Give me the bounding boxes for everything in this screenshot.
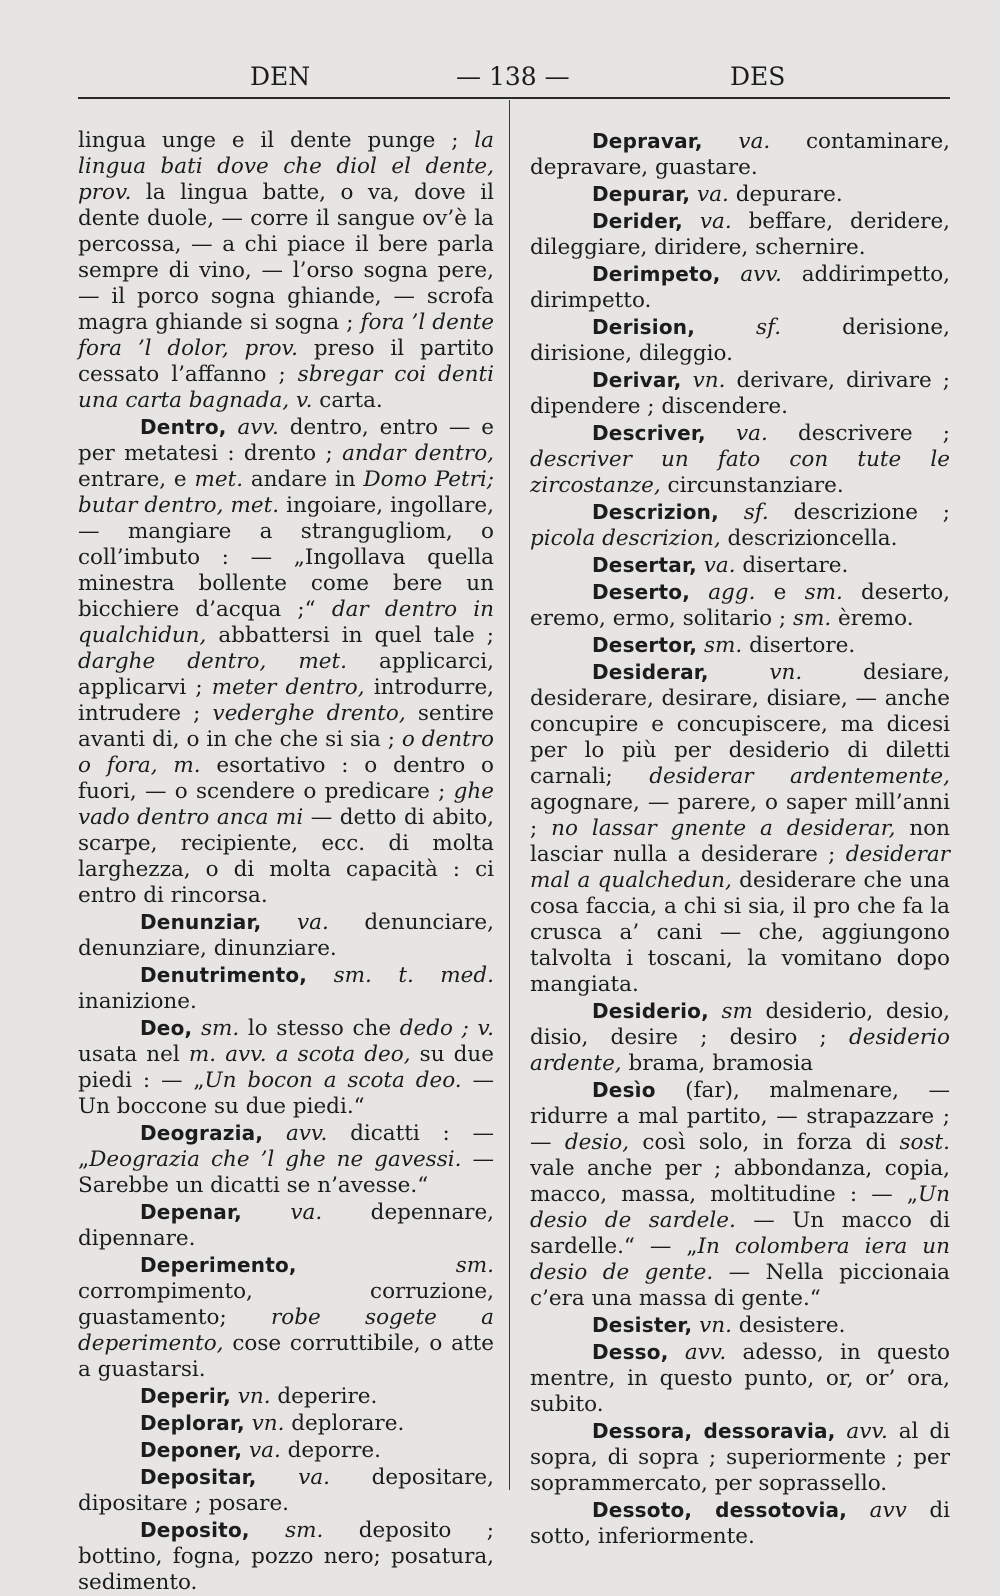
entry-definition-text: sentire avanti di, o in che che si sia ; <box>78 701 494 752</box>
entry-definition-text: entrare, e <box>78 467 195 492</box>
dictionary-entry-depurar <box>530 181 950 208</box>
entry-part-of-speech: avv. <box>285 1121 328 1146</box>
dictionary-entry-derision <box>530 314 950 367</box>
entry-definition-text: abbattersi in quel tale ; <box>206 623 494 648</box>
entry-definition-text: deplorare. <box>284 1411 405 1436</box>
header-rule <box>78 97 950 99</box>
entry-definition-text: introdurre, intrudere ; <box>78 675 494 726</box>
entry-definition-text: contaminare, depravare, guastare. <box>530 129 950 180</box>
entry-definition-text: — Un boccone su due piedi.“ <box>78 1068 495 1119</box>
entry-example-text: In colombera iera un desio de gente. <box>530 1234 950 1285</box>
entry-headword: Deo, <box>140 1016 193 1040</box>
dictionary-entry-dessoto <box>530 1497 950 1550</box>
entry-definition-text: agognare, — parere, o saper mill’anni ; <box>530 790 950 841</box>
entry-example-text: Un bocon a scota deo. <box>204 1068 462 1093</box>
entry-example-text: sm. <box>792 606 832 631</box>
entry-part-of-speech: va. <box>298 1465 330 1490</box>
entry-definition-text: dentro, entro — e per metatesi : drento ; <box>78 415 494 466</box>
entry-definition-text: circunstanziare. <box>660 473 844 498</box>
entry-headword: Dentro, <box>140 415 227 439</box>
column-divider <box>509 100 510 1490</box>
entry-definition-text: andare in <box>243 467 364 492</box>
entry-example-text: no lassar gnente a desiderar, <box>551 816 896 841</box>
entry-part-of-speech: va. <box>697 182 729 207</box>
entry-example-text: Un desio de sardele. <box>530 1182 950 1233</box>
entry-headword: Depurar, <box>592 182 691 206</box>
header-guide-word-right: DES <box>730 62 786 91</box>
entry-headword: Desìo <box>592 1078 656 1102</box>
entry-headword: Desso, <box>592 1340 669 1364</box>
entry-example-text: andar dentro, <box>342 441 494 466</box>
entry-part-of-speech: va. <box>735 421 768 446</box>
entry-definition-text: deporre. <box>280 1438 381 1463</box>
entry-part-of-speech: sf. <box>756 315 782 340</box>
entry-definition-text: cose corruttibile, o atte a guastarsi. <box>78 1331 494 1382</box>
entry-headword: Desiderio, <box>592 999 709 1023</box>
entry-headword: Denunziar, <box>140 910 262 934</box>
entry-headword: Desertor, <box>592 633 698 657</box>
entry-example-text: ghe vado dentro anca mi <box>78 779 494 830</box>
entry-definition-text: descrizioncella. <box>720 526 898 551</box>
entry-example-text: meter dentro, <box>211 675 365 700</box>
entry-part-of-speech: va. <box>290 1200 323 1225</box>
dictionary-entry-depenar <box>78 1199 494 1252</box>
entry-example-text: m. avv. a scota deo, <box>188 1042 411 1067</box>
entry-part-of-speech: vn. <box>769 660 803 685</box>
entry-example-text: dedo ; v. <box>399 1016 494 1041</box>
dictionary-entry-deserto <box>530 579 950 632</box>
entry-part-of-speech: sf. <box>743 500 769 525</box>
entry-definition-text: disertare. <box>735 553 849 578</box>
entry-headword: Depenar, <box>140 1200 242 1224</box>
dictionary-entry-deo <box>78 1015 494 1120</box>
entry-example-text: descriver un fato con tute le zircostanze, <box>530 447 950 498</box>
dictionary-entry-desertor <box>530 632 950 659</box>
dictionary-entry-denutrimento <box>78 962 494 1015</box>
right-column <box>530 128 950 1550</box>
entry-part-of-speech: sm. <box>200 1016 240 1041</box>
entry-definition-text: ingoiare, ingollare, — mangiare a strangugliom, o coll’imbuto : — „Ingollava quella minestra bollente come bere un bicchiere d’acqua ;“ <box>78 493 494 622</box>
entry-definition-text: vale anche per ; abbondanza, copia, macco, massa, moltitudine : — „ <box>530 1156 950 1207</box>
entry-definition-text: desistere. <box>731 1313 846 1338</box>
entry-example-text: picola descrizion, <box>530 526 721 551</box>
entry-part-of-speech: avv. <box>237 415 279 440</box>
dictionary-entry-descriver <box>530 420 950 499</box>
entry-headword: Depositar, <box>140 1465 257 1489</box>
entry-part-of-speech: sm. <box>703 633 743 658</box>
dictionary-entry-descrizion <box>530 499 950 552</box>
entry-definition-text: inanizione. <box>78 989 197 1014</box>
entry-part-of-speech: va. <box>738 129 771 154</box>
entry-part-of-speech: agg. <box>708 580 756 605</box>
entry-definition-text: depennare, dipennare. <box>78 1200 494 1251</box>
entry-part-of-speech: va. <box>703 553 736 578</box>
entry-part-of-speech: sm. t. med. <box>333 963 494 988</box>
dictionary-entry-deperimento <box>78 1252 494 1383</box>
entry-example-text: sost. <box>899 1130 950 1155</box>
dictionary-entry-desertar <box>530 552 950 579</box>
entry-definition-text: corrompimento, corruzione, guastamento; <box>78 1279 494 1330</box>
entry-headword: Derivar, <box>592 368 682 392</box>
entry-headword: Deplorar, <box>140 1411 245 1435</box>
dictionary-entry-deplorar <box>78 1410 494 1437</box>
entry-definition-text: deserto, eremo, ermo, solitario ; <box>530 580 950 631</box>
dictionary-entry-derimpeto <box>530 261 950 314</box>
dictionary-entry-desso <box>530 1339 950 1418</box>
header-guide-word-left: DEN <box>250 62 311 91</box>
entry-example-text: sm. <box>804 580 843 605</box>
entry-definition-text: descrizione ; <box>768 500 950 525</box>
entry-part-of-speech: va. <box>297 910 329 935</box>
entry-part-of-speech: sm. <box>455 1253 494 1278</box>
entry-definition-text: dicatti : — „ <box>78 1121 494 1172</box>
entry-definition-text: carta. <box>312 388 383 413</box>
entry-definition-text: deperire. <box>270 1384 378 1409</box>
dictionary-entry-desio <box>530 1077 950 1312</box>
entry-part-of-speech: vn. <box>251 1411 285 1436</box>
entry-definition-text: di sotto, inferiormente. <box>530 1498 950 1549</box>
entry-definition-text: applicarci, applicarvi ; <box>78 649 494 700</box>
entry-example-text: darghe dentro, met. <box>78 649 347 674</box>
entry-part-of-speech: sm. <box>285 1518 324 1543</box>
entry-definition-text: denunciare, denunziare, dinunziare. <box>78 910 494 961</box>
entry-definition-text: così solo, in forza di <box>629 1130 900 1155</box>
entry-definition-text: depositare, dipositare ; posare. <box>78 1465 494 1516</box>
dictionary-entry-desiderio <box>530 998 950 1077</box>
entry-example-text: desio, <box>564 1130 630 1155</box>
dictionary-entry-deperir <box>78 1383 494 1410</box>
entry-part-of-speech: va. <box>249 1438 281 1463</box>
entry-part-of-speech: avv. <box>846 1419 888 1444</box>
entry-example-text: Deograzia che ’l ghe ne gavessi. <box>89 1147 462 1172</box>
entry-definition-text: esortativo : o dentro o fuori, — o scendere o predicare ; <box>78 753 494 804</box>
entry-part-of-speech: avv <box>869 1498 907 1523</box>
dictionary-entry-deograzia <box>78 1120 494 1199</box>
entry-definition-text: su due piedi : — „ <box>78 1042 494 1093</box>
entry-example-text: robe sogete a deperimento, <box>78 1305 494 1356</box>
entry-definition-text: la lingua batte, o va, dove il dente duole, — corre il sangue ov’è la percossa, — a chi piace il bere parla sempre di vino, — l’orso sogna pere, — il porco sogna ghiande, — scrofa magra ghiande si sogna ; <box>78 180 494 335</box>
entry-example-text: met. <box>194 467 244 492</box>
entry-definition-text: al di sopra, di sopra ; superiormente ; per soprammercato, per soprassello. <box>530 1419 950 1496</box>
entry-headword: Depravar, <box>592 129 703 153</box>
dictionary-entry-desiderar <box>530 659 950 998</box>
entry-headword: Denutrimento, <box>140 963 308 987</box>
entry-definition-text: derisione, dirisione, dileggio. <box>530 315 950 366</box>
entry-definition-text: depurare. <box>728 182 843 207</box>
entry-part-of-speech: vn. <box>237 1384 271 1409</box>
entry-definition-text: — Un macco di sardelle.“ — „ <box>530 1208 950 1259</box>
entry-headword: Dessoto, dessotovia, <box>592 1498 848 1522</box>
entry-definition-text: beffare, deridere, dileggiare, diridere, schernire. <box>530 209 951 260</box>
entry-definition-text: — detto di abito, scarpe, recipiente, ecc. di molta larghezza, o di molta capacità : ci entro di rincorsa. <box>78 805 494 908</box>
dictionary-entry-derivar <box>530 367 950 420</box>
entry-headword: Deserto, <box>592 580 690 604</box>
entry-headword: Deposito, <box>140 1518 250 1542</box>
entry-example-text: sbregar coi denti una carta bagnada, v. <box>78 362 494 413</box>
entry-headword: Desister, <box>592 1313 693 1337</box>
entry-part-of-speech: vn. <box>692 368 726 393</box>
entry-part-of-speech: avv. <box>740 262 782 287</box>
dictionary-entry-deposito <box>78 1517 494 1596</box>
entry-definition-text: e <box>755 580 805 605</box>
entry-definition-text: brama, bramosia <box>621 1051 814 1076</box>
entry-headword: Descriver, <box>592 421 706 445</box>
entry-part-of-speech: avv. <box>684 1340 727 1365</box>
entry-definition-text: descrivere ; <box>767 421 951 446</box>
dictionary-entry-dessora <box>530 1418 950 1497</box>
dictionary-entry-denunziar <box>78 909 494 962</box>
entry-headword: Descrizion, <box>592 500 719 524</box>
entry-definition-text: — Nella piccionaia c’era una massa di gente.“ <box>530 1260 951 1311</box>
entry-example-text: vederghe drento, <box>212 701 406 726</box>
entry-example-text: Domo Petri; butar dentro, met. <box>78 467 494 518</box>
entry-headword: Desertar, <box>592 553 697 577</box>
entry-definition-text: non lasciar nulla a desiderare ; <box>530 816 951 867</box>
entry-headword: Derision, <box>592 315 696 339</box>
entry-example-text: desiderar ardentemente, <box>649 764 950 789</box>
entry-definition-text: usata nel <box>78 1042 189 1067</box>
entry-definition-text: (far), malmenare, — ridurre a mal partito, — strapazzare ; — <box>530 1078 950 1155</box>
entry-example-text: la lingua bati dove che diol el dente, prov. <box>78 128 494 205</box>
entry-definition-text: desiare, desiderare, desirare, disiare, — anche concupire e concupiscere, ma dicesi per lo più per desiderio di diletti carnali; <box>530 660 950 789</box>
dictionary-entry-deponer <box>78 1437 494 1464</box>
entry-headword: Deperimento, <box>140 1253 297 1277</box>
entry-example-text: dar dentro in qualchidun, <box>78 597 494 648</box>
entry-part-of-speech: sm <box>721 999 753 1024</box>
entry-definition-text: addirimpetto, dirimpetto. <box>530 262 950 313</box>
entry-example-text: fora ’l dente fora ’l dolor, prov. <box>78 310 494 361</box>
entry-part-of-speech: vn. <box>699 1313 732 1338</box>
entry-headword: Dessora, dessoravia, <box>592 1419 836 1443</box>
entry-definition-text: desiderare che una cosa faccia, a chi si sia, il pro che fa la crusca a’ cani — che, aggiungono talvolta i toscani, la vomitano dopo mangiata. <box>530 868 950 997</box>
entry-example-text: desiderio ardente, <box>530 1025 950 1076</box>
dictionary-entry-depositar <box>78 1464 494 1517</box>
left-column <box>78 128 494 1596</box>
entry-headword: Deponer, <box>140 1438 243 1462</box>
entry-definition-text: lo stesso che <box>239 1016 400 1041</box>
entry-definition-text: disertore. <box>742 633 856 658</box>
entry-headword: Deograzia, <box>140 1121 264 1145</box>
entry-example-text: desiderar mal a qualchedun, <box>530 842 950 893</box>
entry-example-text: o dentro o fora, m. <box>78 727 494 778</box>
entry-definition-text: preso il partito cessato l’affanno ; <box>78 336 494 387</box>
entry-headword: Deperir, <box>140 1384 231 1408</box>
page-number: — 138 — <box>456 62 570 91</box>
entry-definition-text: adesso, in questo mentre, in questo punto, or, or’ ora, subito. <box>530 1340 950 1417</box>
entry-definition-text: — Sarebbe un dicatti se n’avesse.“ <box>78 1147 494 1198</box>
dictionary-entry-dentro <box>78 414 494 909</box>
dictionary-entry-derider <box>530 208 950 261</box>
entry-definition-text: èremo. <box>831 606 914 631</box>
entry-definition-text: lingua unge e il dente punge ; <box>78 128 475 153</box>
entry-definition-text: derivare, dirivare ; dipendere ; discendere. <box>530 368 950 419</box>
entry-part-of-speech: va. <box>699 209 732 234</box>
entry-definition-text: deposito ; bottino, fogna, pozzo nero; posatura, sedimento. <box>78 1518 494 1595</box>
entry-headword: Desiderar, <box>592 660 709 684</box>
dictionary-entry-depravar <box>530 128 950 181</box>
running-header <box>78 62 948 98</box>
entry-definition-text: desiderio, desio, disio, desire ; desiro ; <box>530 999 950 1050</box>
dictionary-entry-cont <box>78 128 494 414</box>
entry-headword: Derider, <box>592 209 683 233</box>
dictionary-entry-desister <box>530 1312 950 1339</box>
entry-headword: Derimpeto, <box>592 262 721 286</box>
